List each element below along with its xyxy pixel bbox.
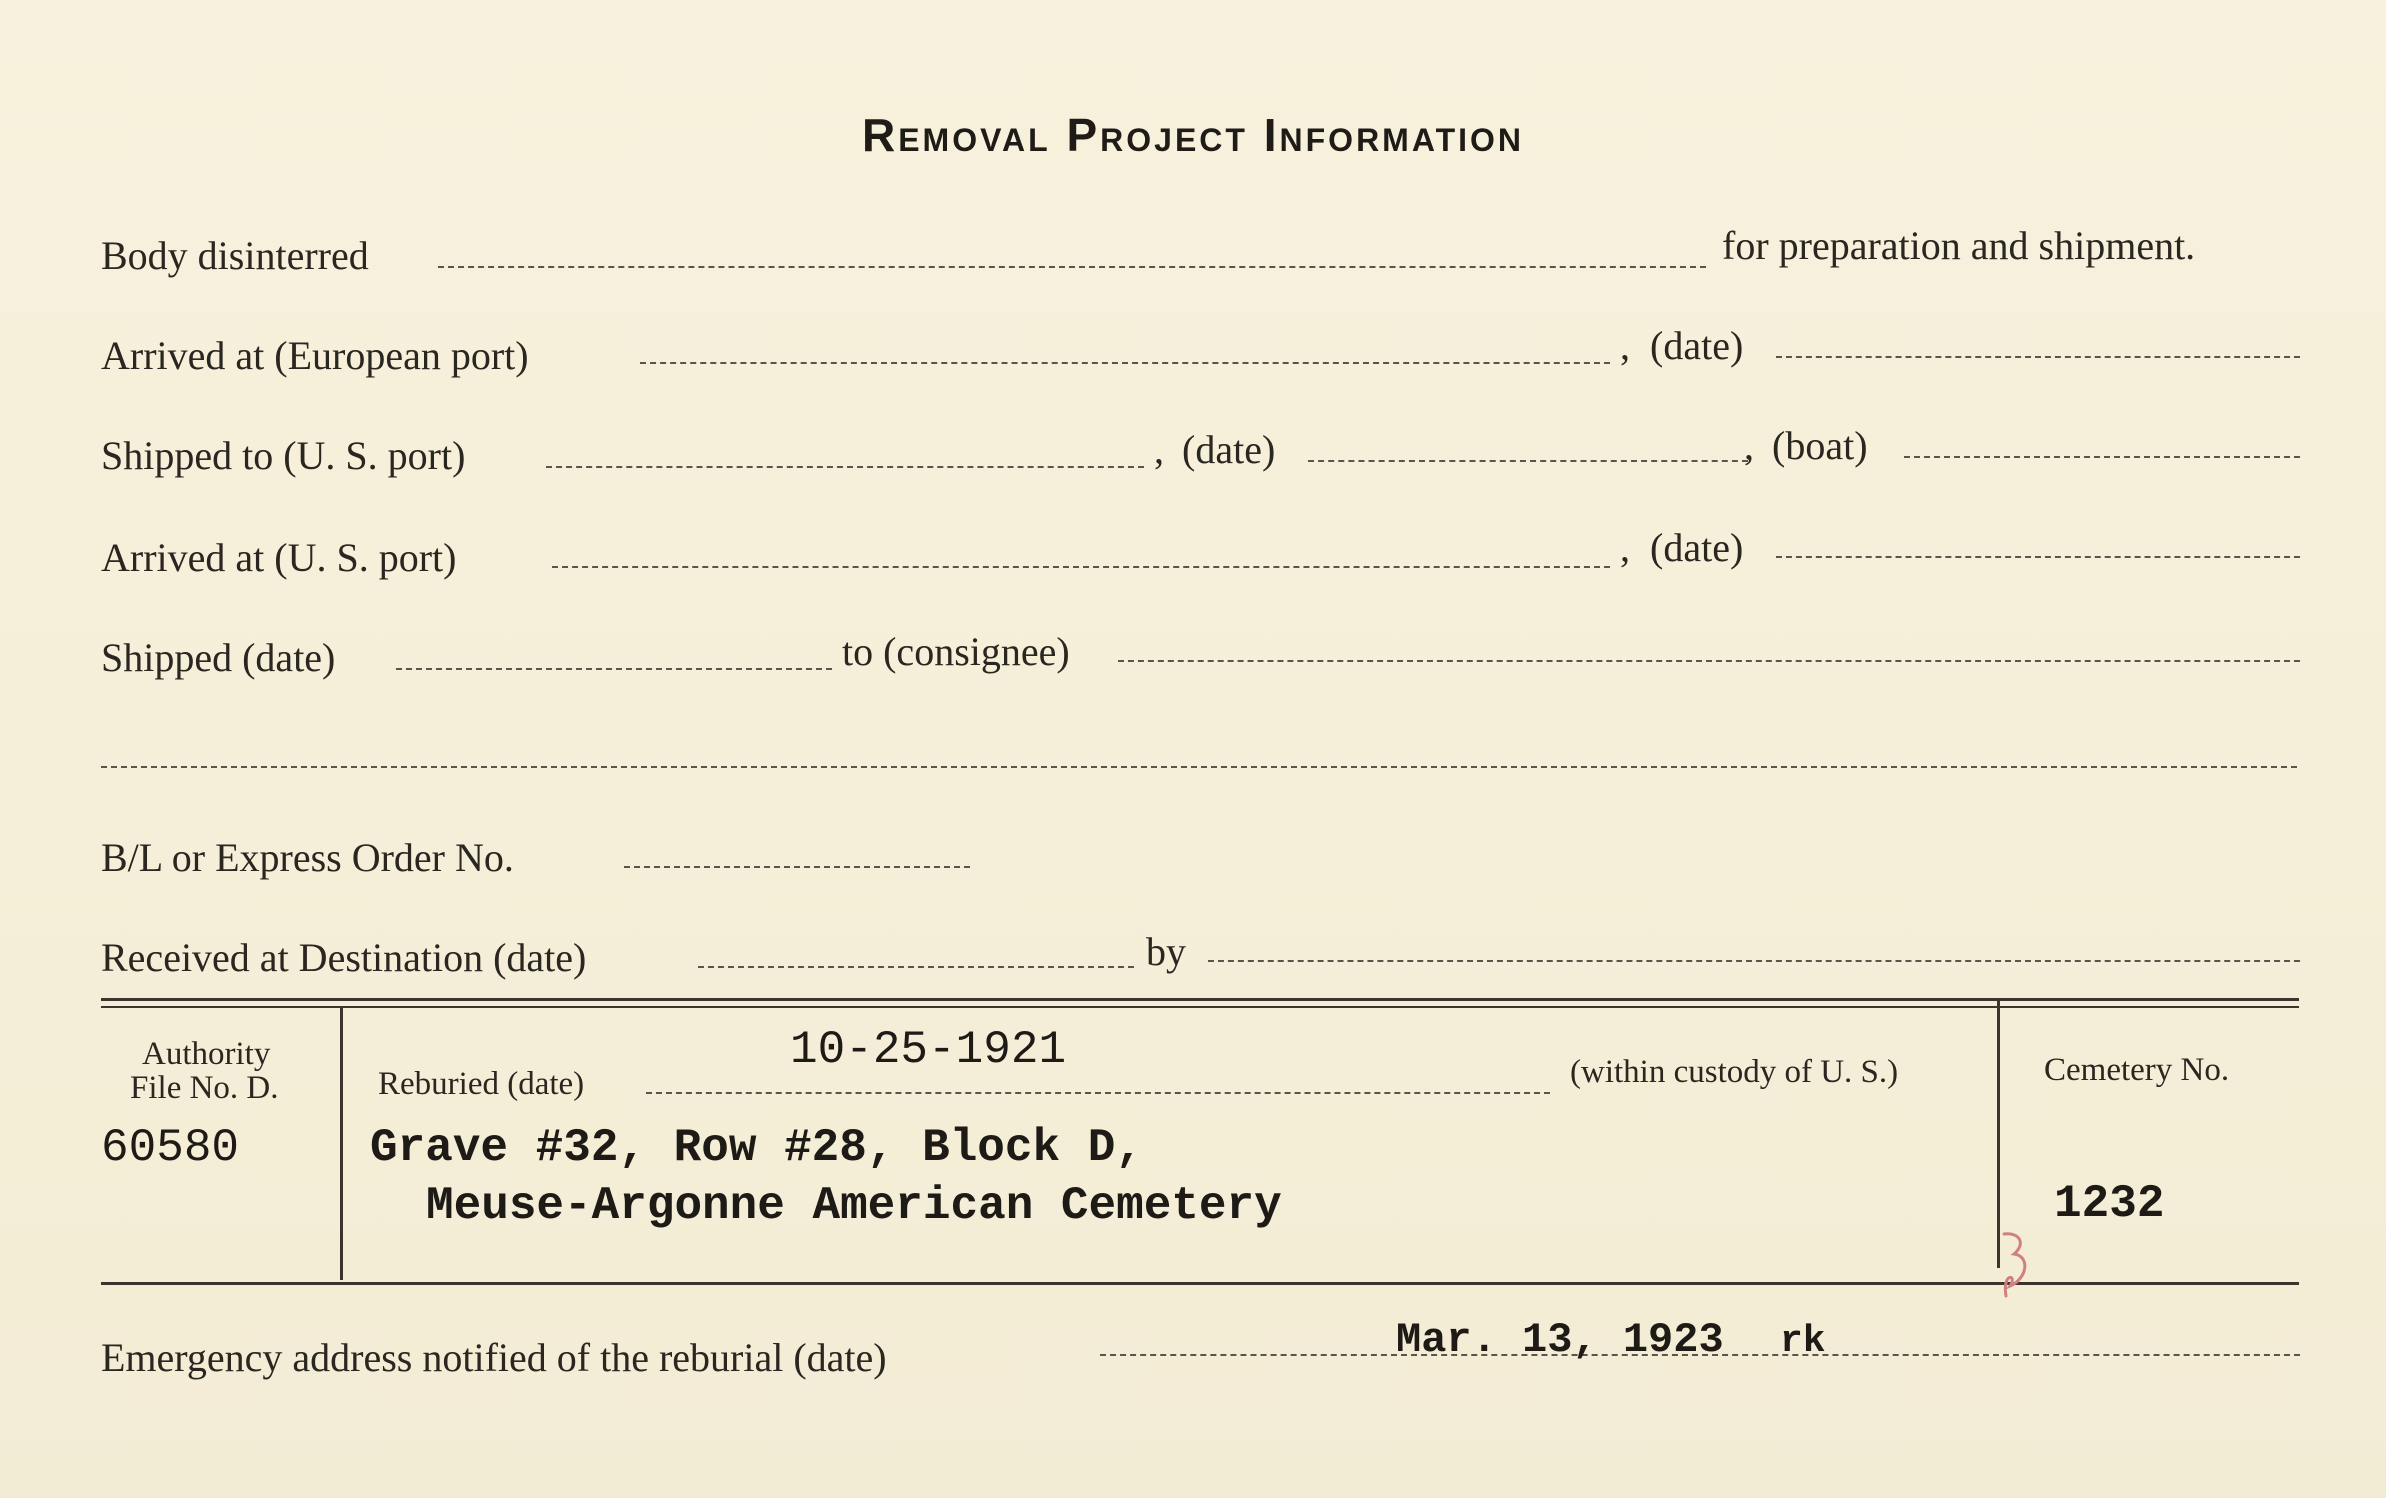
custody-label: (within custody of U. S.): [1570, 1054, 1899, 1090]
shipped-date-value-field: [396, 668, 832, 670]
body-disinterred-label: Body disinterred: [101, 233, 369, 278]
file-no-label: File No. D.: [130, 1070, 279, 1106]
date-label: (date): [1650, 525, 1744, 570]
boat-label: (boat): [1772, 423, 1868, 468]
received-destination-label: Received at Destination (date): [101, 935, 587, 980]
grave-location-line1: Grave #32, Row #28, Block D,: [370, 1122, 1143, 1174]
emergency-notified-date: Mar. 13, 1923: [1396, 1316, 1724, 1364]
body-disinterred-field: [438, 266, 1706, 268]
comma: ,: [1620, 525, 1630, 570]
reburied-label: Reburied (date): [378, 1066, 585, 1102]
clerk-initials: rk: [1780, 1320, 1826, 1363]
bl-express-order-label: B/L or Express Order No.: [101, 835, 514, 880]
consignee-continuation-field: [101, 766, 2297, 768]
consignee-field: [1118, 660, 2300, 662]
received-date-field: [698, 966, 1134, 968]
arrived-us-port-field: [552, 566, 1610, 568]
grave-location-line2: Meuse-Argonne American Cemetery: [426, 1180, 1282, 1232]
date-label: (date): [1650, 323, 1744, 368]
european-port-field: [640, 362, 1610, 364]
reburied-date-field: [646, 1092, 1550, 1094]
arrived-us-port-label: Arrived at (U. S. port): [101, 535, 457, 580]
shipped-date-label: Shipped (date): [101, 635, 336, 680]
us-port-field: [546, 466, 1144, 468]
comma: ,: [1744, 423, 1754, 468]
form-title: Removal Project Information: [861, 109, 1525, 161]
box-divider-left: [340, 1008, 343, 1280]
box-top-rule-inner: [101, 1006, 2299, 1008]
consignee-label: to (consignee): [842, 629, 1070, 674]
bl-express-order-field: [624, 866, 970, 868]
boat-field: [1904, 456, 2300, 458]
shipped-to-us-port-label: Shipped to (U. S. port): [101, 433, 466, 478]
box-top-rule: [101, 998, 2299, 1001]
emergency-address-label: Emergency address notified of the reburial (date): [101, 1335, 887, 1380]
authority-label: Authority: [142, 1036, 271, 1072]
comma: ,: [1154, 427, 1164, 472]
box-bottom-rule: [101, 1282, 2299, 1285]
arrived-us-date-field: [1776, 556, 2300, 558]
european-date-field: [1776, 356, 2300, 358]
date-label: (date): [1182, 427, 1276, 472]
shipped-date-field: [1308, 460, 1748, 462]
red-check-mark: [1990, 1226, 2060, 1306]
cemetery-no-label: Cemetery No.: [2044, 1052, 2230, 1088]
cemetery-number: 1232: [2054, 1178, 2165, 1230]
for-preparation-label: for preparation and shipment.: [1722, 223, 2196, 268]
authority-file-number: 60580: [101, 1122, 240, 1174]
received-by-field: [1208, 960, 2300, 962]
comma: ,: [1620, 323, 1630, 368]
by-label: by: [1146, 929, 1186, 974]
reburied-date: 10-25-1921: [790, 1024, 1067, 1076]
arrived-european-port-label: Arrived at (European port): [101, 333, 529, 378]
